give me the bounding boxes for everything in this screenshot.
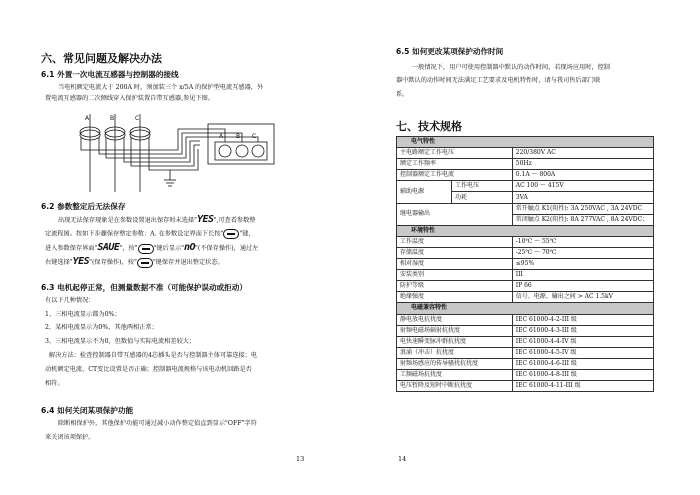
section-6-1-heading: 6.1 外置一次电流互感器与控制器的接线 xyxy=(41,70,179,79)
table-row: 射频电磁场辐射抗扰度 IEC 61000-4-3-III 级 xyxy=(397,325,654,336)
table-row: 主电路额定工作电压 220/380V AC xyxy=(397,148,654,159)
terminal-label-b: B xyxy=(236,133,241,140)
section-6-title: 六、常见问题及解决办法 xyxy=(41,52,162,65)
table-row: 绝缘强度 信号、电源、输出之间 > AC 1.5kV xyxy=(397,292,654,303)
enter-key-icon xyxy=(138,244,154,254)
section-6-3-intro: 有以下几种情况： xyxy=(45,297,95,304)
section-6-2-line: 出现无法保存现象是在参数设置退出保存时未选择"YES",可查看参数整 xyxy=(58,214,256,225)
table-row: 额定工作频率 50Hz xyxy=(397,159,654,170)
section-7-title: 七、技术规格 xyxy=(396,120,462,133)
section-6-4-text: 除断相保护外，其他保护功能可通过减小动作整定值直到显示"OFF"字符 xyxy=(58,420,257,427)
yes-display: YES xyxy=(196,214,214,225)
terminal-label-c: C xyxy=(252,133,257,140)
section-6-5-text: 系。 xyxy=(396,91,409,98)
section-6-5-text: 一般情况下，用户可使用控制器中默认的动作时间，若现场应用时，控制 xyxy=(412,64,610,71)
list-item: 2、某相电流显示为0%，其他两相正常； xyxy=(45,324,158,331)
section-6-3-heading: 6.3 电机起停正常，但测量数据不准（可能保护误动或拒动） xyxy=(41,283,247,292)
section-6-1-text: 置电流互感器的二次侧线穿入保护装置自带互感器,参见下图。 xyxy=(45,95,215,102)
section-6-2-heading: 6.2 参数整定后无法保存 xyxy=(41,202,126,211)
section-6-4-text: 来关闭该项保护。 xyxy=(45,434,95,441)
table-row: 功耗 3VA xyxy=(397,192,654,203)
table-row: 控制器额定工作电流 0.1A ～ 800A xyxy=(397,170,654,181)
table-row: 存储温度 -25℃ ～ 70℃ xyxy=(397,247,654,258)
phase-label-a: A xyxy=(85,115,90,122)
page-number: 14 xyxy=(398,455,407,463)
table-row: 辅助电源 工作电压 AC 100 ～ 415V xyxy=(397,181,654,192)
section-6-3-solution: 动机额定电流、CT变比设置是否正确；控制器电流规格与该电动机回路是否 xyxy=(45,366,252,373)
enter-key-icon xyxy=(137,258,153,268)
section-6-3-solution: 相符。 xyxy=(45,380,64,387)
table-row: 防护等级 IP 66 xyxy=(397,281,654,292)
table-row: 工频磁场抗扰度 IEC 61000-4-8-III 级 xyxy=(397,369,654,380)
table-section-header: 环境特性 xyxy=(397,225,654,236)
enter-key-icon xyxy=(223,229,239,239)
table-row: 浪涌（冲击）抗扰度 IEC 61000-4-5-IV 级 xyxy=(397,347,654,358)
phase-label-b: B xyxy=(110,115,115,122)
right-page xyxy=(350,0,700,495)
list-item: 3、三相电流显示不为0，但数值与实际电流相差较大； xyxy=(45,338,196,345)
table-row: 工作温度 -10℃ ～ 55℃ xyxy=(397,236,654,247)
section-6-4-heading: 6.4 如何关闭某项保护功能 xyxy=(41,406,134,415)
table-row: 射频场感应的传导骚扰抗扰度 IEC 61000-4-6-III 级 xyxy=(397,358,654,369)
save-display: SAUE xyxy=(97,242,120,253)
ct-wiring-diagram xyxy=(60,104,300,194)
section-6-1-text: 当电机额定电流大于 200A 时，须加装三个 x/5A 的保护型电流互感器，外 xyxy=(58,84,264,91)
section-6-2-line: 进入参数保存界面"SAUE"，按" "键后显示"nO"(不保存操作)，通过左 xyxy=(45,242,259,253)
no-display: nO xyxy=(183,242,196,253)
section-6-2-line: 定流程图。按如下步骤保存整定参数：A. 在参数设定界面下长按" "键， xyxy=(45,230,255,238)
section-6-3-solution: 解决方法：检查控制器自带互感器的4芯插头是否与控制器主体可靠连接；电 xyxy=(49,352,258,359)
section-6-5-text: 器中默认的动作时间无法满足工艺要求及电机特性时，请与我司售后部门联 xyxy=(396,77,601,84)
table-row: 继电器输出 常开触点 K1(阻性): 3A 250VAC , 3A 24VDC xyxy=(397,203,654,214)
table-row: 静电放电抗扰度 IEC 61000-4-2-III 级 xyxy=(397,314,654,325)
page-number: 13 xyxy=(296,455,305,463)
table-row: 常闭触点 K2(阻性): 8A 277VAC , 8A 24VDC； xyxy=(397,214,654,225)
phase-label-c: C xyxy=(135,115,140,122)
section-6-2-line: 右键选择"YES"(保存操作)，按" "键保存并退出整定状态。 xyxy=(45,256,224,267)
table-section-header: 电气特性 xyxy=(397,137,654,148)
table-row: 电压暂降及短时中断抗扰度 IEC 61000-4-11-III 级 xyxy=(397,381,654,392)
spec-table xyxy=(396,136,654,392)
table-section-header: 电磁兼容特性 xyxy=(397,303,654,314)
terminal-label-a: A xyxy=(219,133,224,140)
table-row: 安装类别 III xyxy=(397,270,654,281)
yes-display: YES xyxy=(72,256,90,267)
section-6-5-heading: 6.5 如何更改某项保护动作时间 xyxy=(396,47,504,56)
table-row: 电快速瞬变脉冲群抗扰度 IEC 61000-4-4-IV 级 xyxy=(397,336,654,347)
list-item: 1、三相电流显示都为0%； xyxy=(45,311,121,318)
table-row: 相对湿度 ≤95% xyxy=(397,259,654,270)
